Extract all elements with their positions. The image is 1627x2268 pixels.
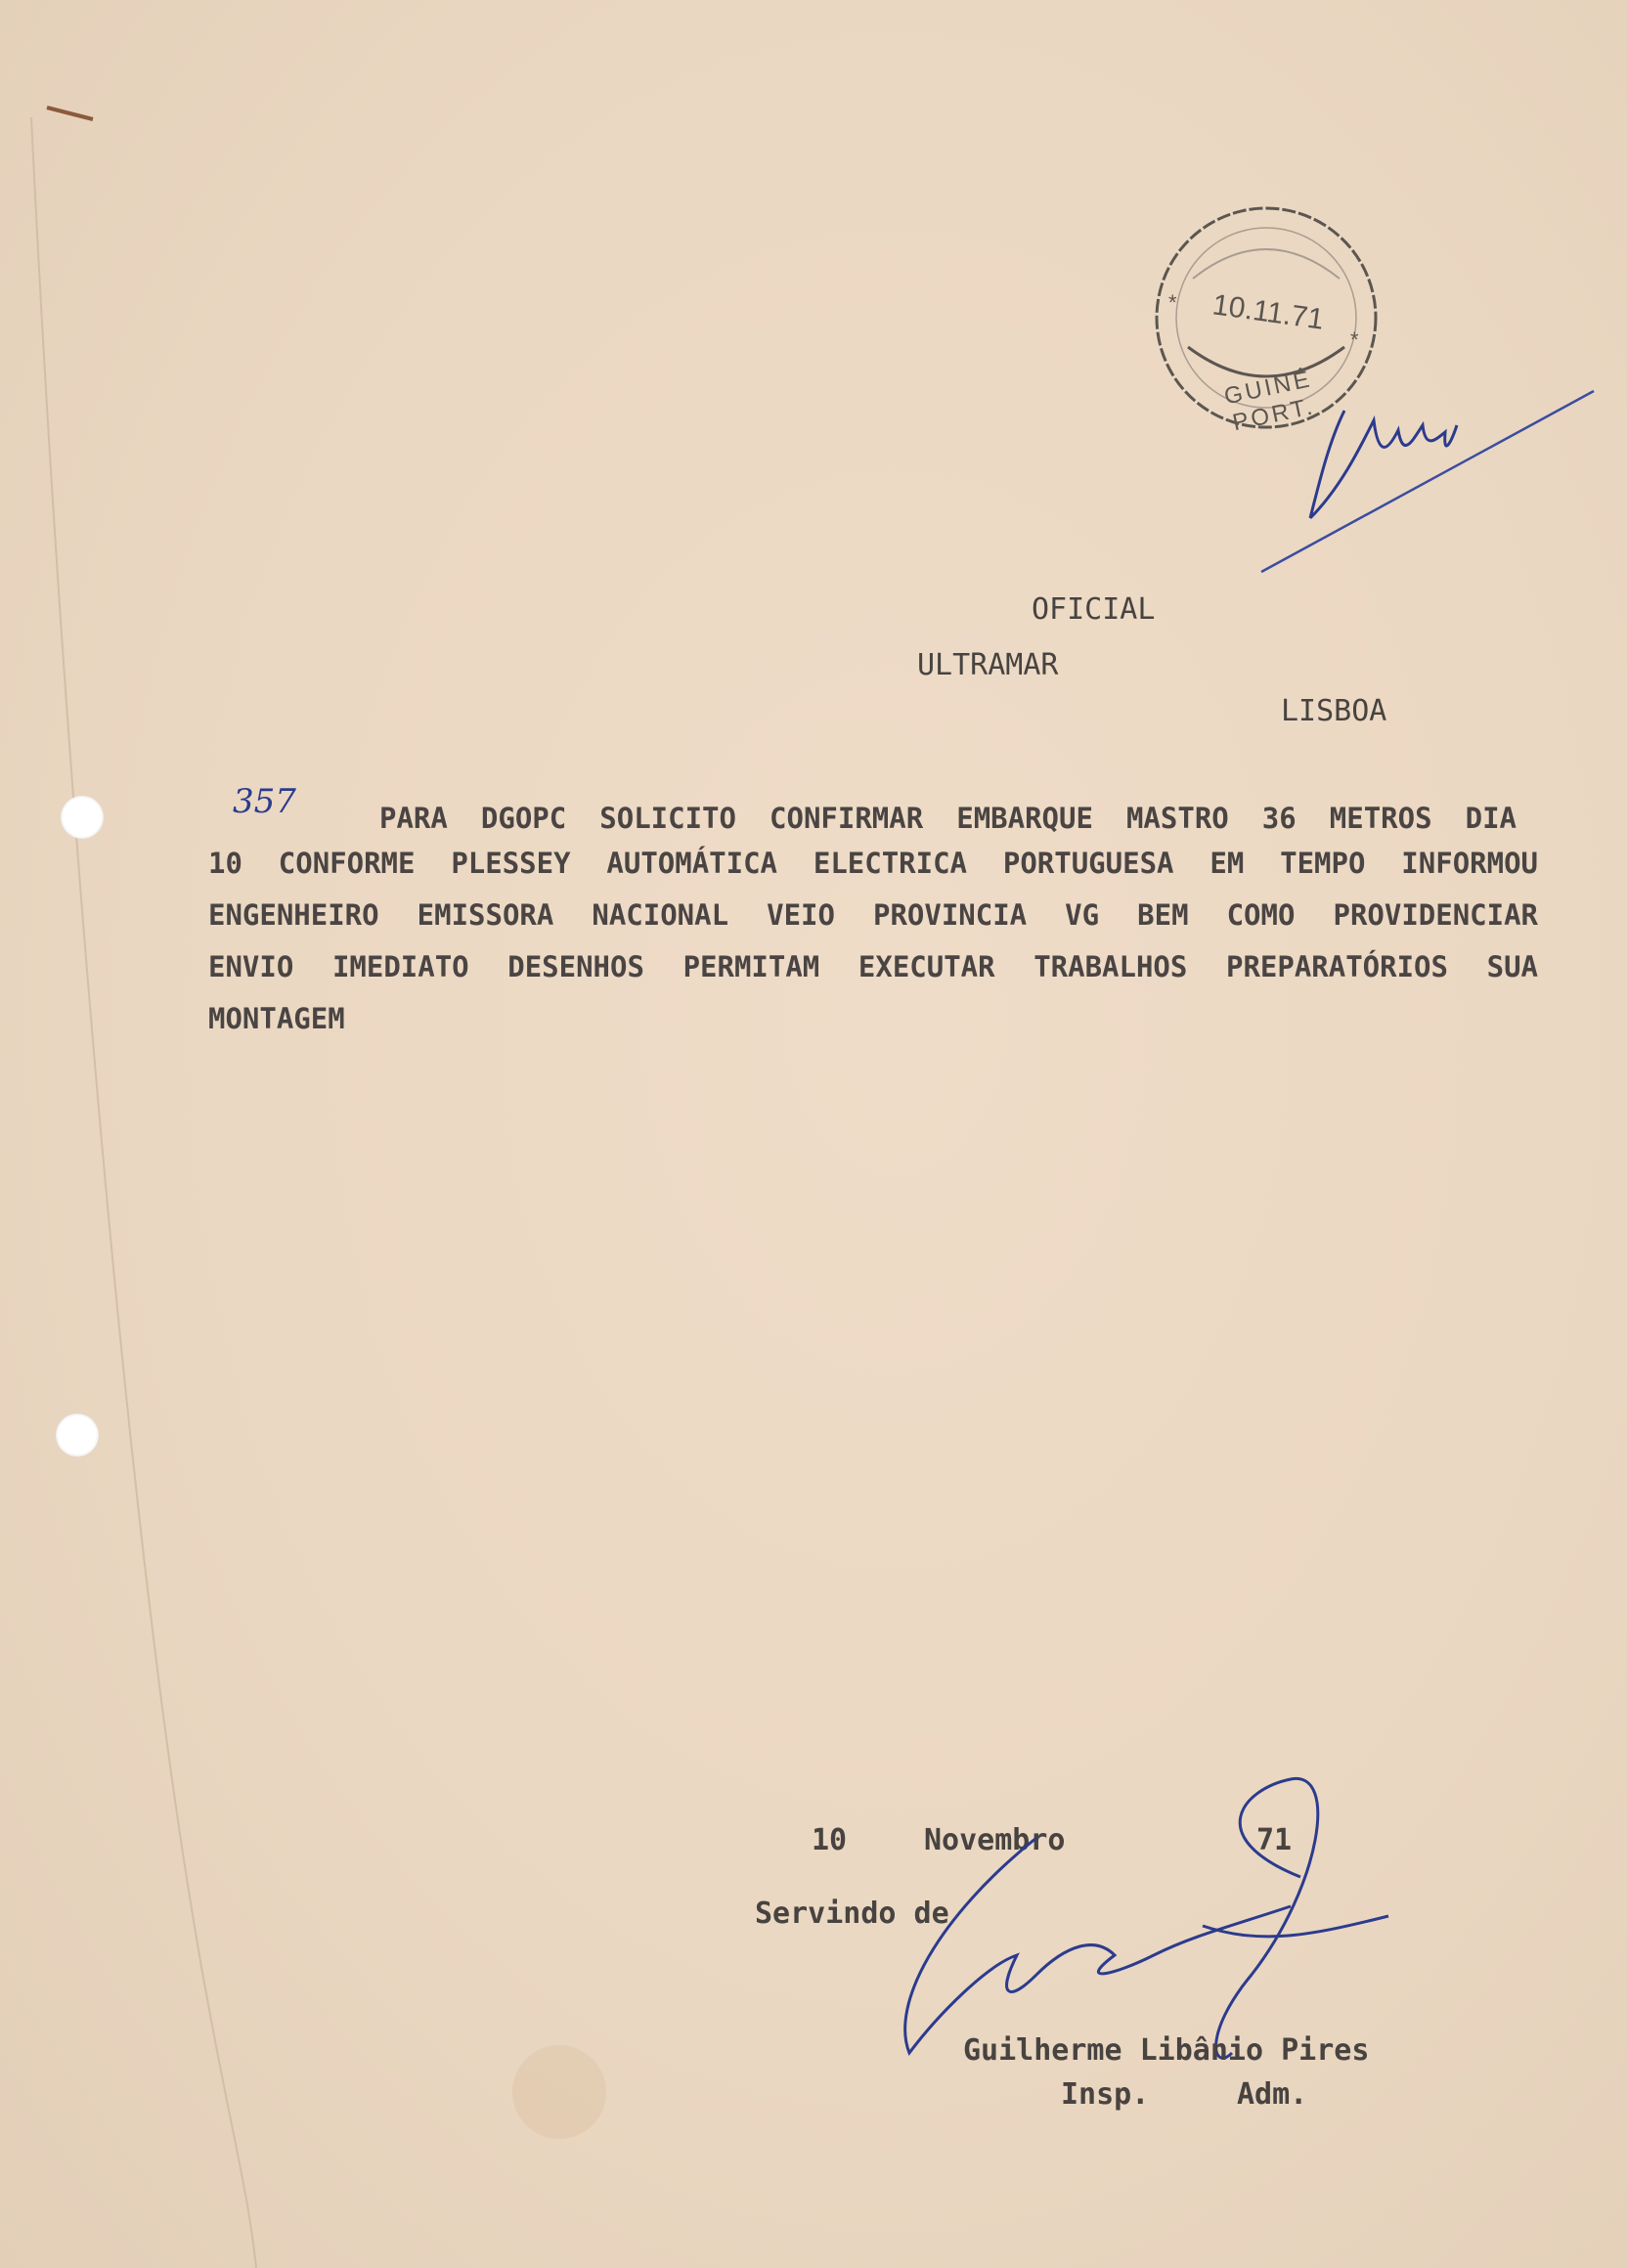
- postmark-place: GUINÉ PORT.: [1221, 366, 1318, 437]
- postmark-date: 10.11.71: [1210, 288, 1327, 336]
- svg-text:*: *: [1350, 327, 1359, 352]
- footer-serving: Servindo de: [755, 1897, 949, 1931]
- signatory-title-1: Insp.: [1061, 2077, 1150, 2112]
- punch-hole-bottom: [56, 1414, 99, 1457]
- handwritten-signature: [880, 1779, 1428, 2072]
- message-line-1: PARA DGOPC SOLICITO CONFIRMAR EMBARQUE MASTRO 36 METROS DIA: [379, 802, 1517, 835]
- footer-year: 71: [1256, 1823, 1293, 1857]
- signatory-title-2: Adm.: [1237, 2077, 1308, 2112]
- footer-month: Novembro: [924, 1823, 1066, 1857]
- message-line-2: 10 CONFORME PLESSEY AUTOMÁTICA ELECTRICA PORTUGUESA EM TEMPO INFORMOU: [208, 847, 1538, 880]
- punch-hole-top: [61, 796, 104, 839]
- message-number: 357: [233, 782, 296, 821]
- signatory-name: Guilherme Libânio Pires: [963, 2033, 1370, 2068]
- header-oficial: OFICIAL: [1032, 592, 1156, 627]
- footer-day: 10: [812, 1823, 848, 1857]
- header-lisboa: LISBOA: [1281, 694, 1387, 728]
- svg-text:*: *: [1168, 290, 1177, 315]
- header-ultramar: ULTRAMAR: [917, 648, 1059, 682]
- message-line-3: ENGENHEIRO EMISSORA NACIONAL VEIO PROVINCIA VG BEM COMO PROVIDENCIAR: [208, 898, 1538, 932]
- handwritten-initials-top: [1252, 381, 1604, 577]
- message-line-5: MONTAGEM: [208, 1002, 345, 1035]
- message-line-4: ENVIO IMEDIATO DESENHOS PERMITAM EXECUTAR TRABALHOS PREPARATÓRIOS SUA: [208, 950, 1538, 983]
